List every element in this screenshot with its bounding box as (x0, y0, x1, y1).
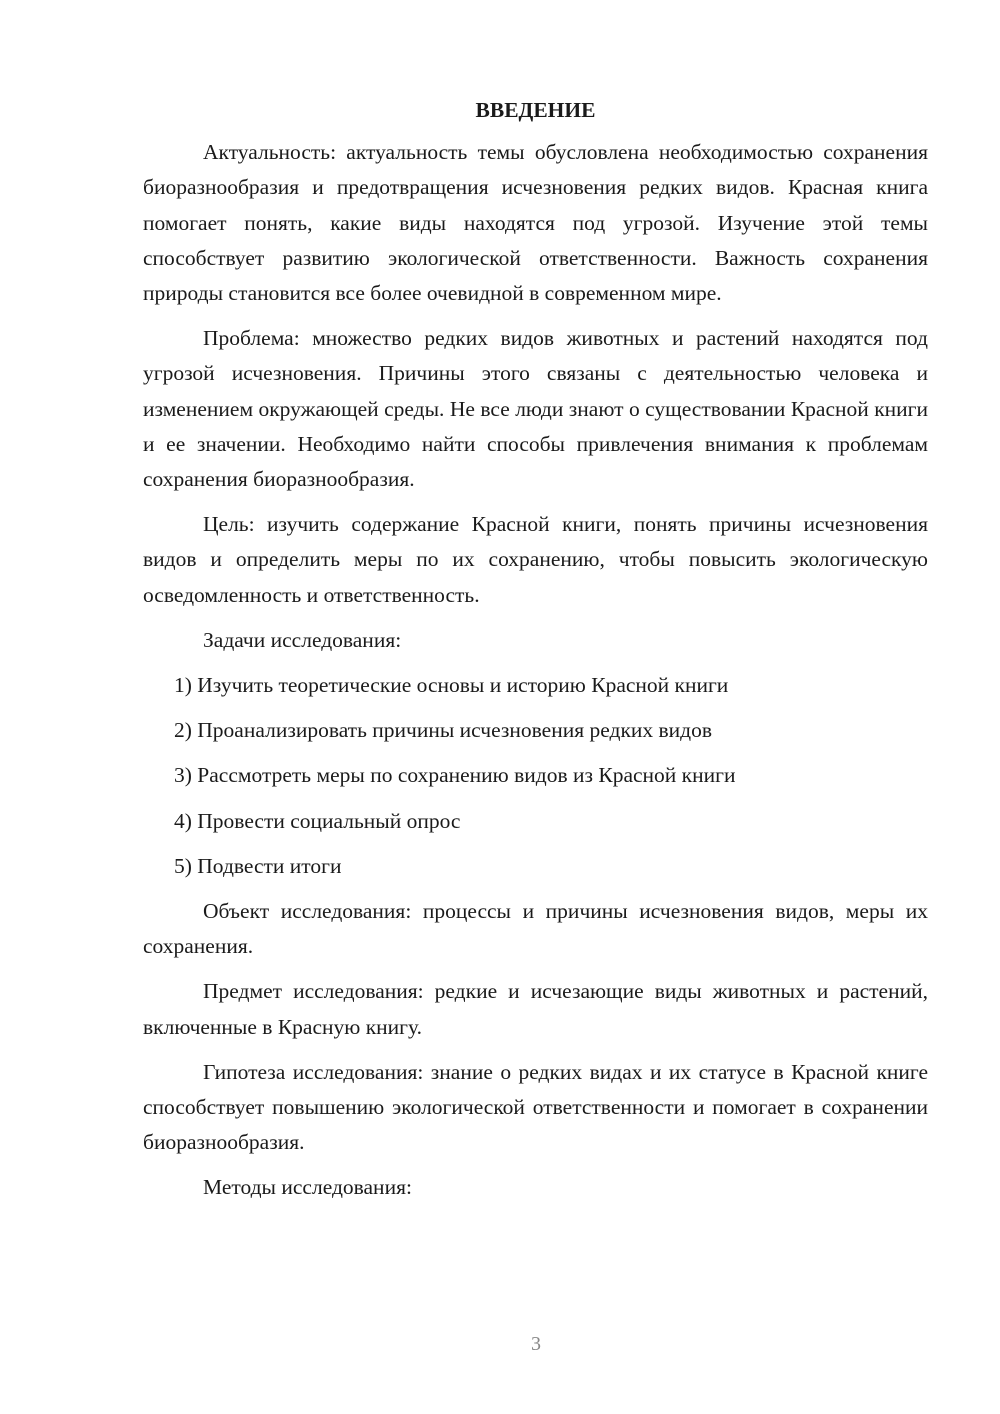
paragraph-object: Объект исследования: процессы и причины исчезновения видов, меры их сохранения. (143, 899, 928, 959)
list-item: 3) Рассмотреть меры по сохранению видов из Красной книги (174, 763, 736, 788)
list-item: 4) Провести социальный опрос (174, 808, 461, 833)
paragraph-relevance: Актуальность: актуальность темы обусловлена необходимостью сохранения биоразнообразия и предотвращения исчезновения редких видов. Красная книга помогает понять, какие виды находятся под угрозой. Изучение этой темы способствует развитию экологической ответственности. Важность сохранения природы становится все более очевидной в современном мире. (143, 140, 928, 306)
paragraph-goal: Цель: изучить содержание Красной книги, понять причины исчезновения видов и определить меры по их сохранению, чтобы повысить экологическую осведомленность и ответственность. (143, 512, 928, 607)
list-item: 2) Проанализировать причины исчезновения редких видов (174, 718, 713, 743)
paragraph-subject: Предмет исследования: редкие и исчезающие виды животных и растений, включенные в Красную книгу. (143, 979, 928, 1039)
methods-heading: Методы исследования: (203, 1175, 412, 1200)
paragraph-problem: Проблема: множество редких видов животных и растений находятся под угрозой исчезновения. Причины этого связаны с деятельностью человека и изменением окружающей среды. Не все люди знают о существовании Красной книги и ее значении. Необходимо найти способы привлечения внимания к проблемам сохранения биоразнообразия. (143, 326, 928, 492)
page-number: 3 (531, 1333, 541, 1355)
paragraph-hypothesis: Гипотеза исследования: знание о редких видах и их статусе в Красной книге способствует повышению экологической ответственности и помогает в сохранении биоразнообразия. (143, 1059, 928, 1155)
list-item: 5) Подвести итоги (174, 853, 342, 878)
document-page (143, 93, 928, 1206)
section-title: ВВЕДЕНИЕ (475, 98, 596, 122)
list-item: 1) Изучить теоретические основы и историю Красной книги (174, 673, 729, 698)
tasks-heading: Задачи исследования: (203, 627, 402, 652)
tasks-list (143, 668, 928, 884)
